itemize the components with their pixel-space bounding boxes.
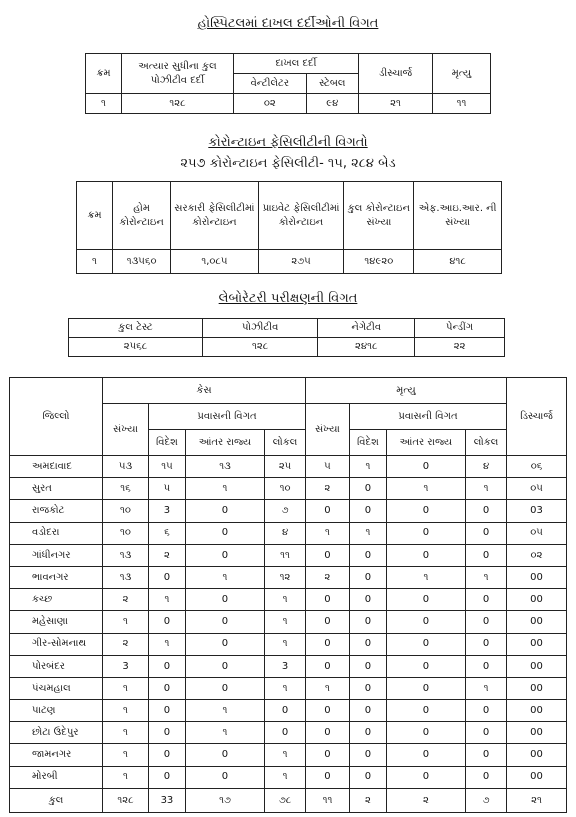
district-name-cell: ગાંધીનગર — [10, 544, 103, 566]
ventilator-header: વેન્ટીલેટર — [234, 74, 307, 94]
value-cell: ૧ — [265, 589, 306, 611]
value-cell: 0 — [185, 500, 264, 522]
value-cell: 3 — [149, 500, 186, 522]
death-header: મૃત્યુ — [433, 54, 491, 94]
table-row — [10, 522, 567, 544]
value-cell: ૧ — [149, 589, 186, 611]
value-cell: 00 — [507, 655, 567, 677]
value-cell: 0 — [349, 766, 386, 788]
value-cell: 0 — [149, 766, 186, 788]
value-cell: ૭ — [265, 500, 306, 522]
value-cell: 00 — [507, 722, 567, 744]
value-cell: 0 — [349, 655, 386, 677]
total-value-cell: ૭ — [466, 788, 507, 812]
value-cell: 0 — [349, 500, 386, 522]
value-cell: 0 — [349, 544, 386, 566]
table-row — [10, 589, 567, 611]
fir-header: એફ.આઇ.આર. ની સંખ્યા — [414, 182, 502, 250]
value-cell: 0 — [386, 655, 465, 677]
value-cell: 0 — [349, 566, 386, 588]
value-cell: ૧૩ — [185, 456, 264, 478]
district-name-cell: પોરબંદર — [10, 655, 103, 677]
value-cell: 0 — [149, 744, 186, 766]
total-value-cell: ૧૨૮ — [103, 788, 149, 812]
value-cell: ૦૫ — [507, 522, 567, 544]
district-name-cell: જામનગર — [10, 744, 103, 766]
total-row — [10, 788, 567, 812]
value-cell: 0 — [149, 700, 186, 722]
hospital-table — [85, 53, 491, 114]
value-cell: 0 — [149, 566, 186, 588]
total-value-cell: 33 — [149, 788, 186, 812]
value-cell: ૦૨ — [507, 544, 567, 566]
value-cell: 0 — [185, 611, 264, 633]
value-cell: 0 — [185, 744, 264, 766]
value-cell: ૧ — [305, 677, 349, 699]
value-cell: 0 — [349, 700, 386, 722]
hospital-sr: ૧ — [86, 94, 122, 114]
cases-foreign-header: વિદેશ — [149, 430, 186, 456]
value-cell: 0 — [185, 633, 264, 655]
table-row — [10, 744, 567, 766]
lab-positive-header: પોઝીટીવ — [203, 319, 318, 338]
q-private: ૨૭૫ — [258, 250, 344, 274]
value-cell: ૧૦ — [265, 478, 306, 500]
value-cell: ૧૬ — [103, 478, 149, 500]
value-cell: ૧૨ — [265, 566, 306, 588]
value-cell: 0 — [466, 522, 507, 544]
q-govt: ૧,૦૮૫ — [171, 250, 258, 274]
value-cell: ૧ — [349, 456, 386, 478]
private-header: પ્રાઇવેટ ફેસિલીટીમાં કોરોન્ટાઇન — [258, 182, 344, 250]
value-cell: 0 — [386, 456, 465, 478]
value-cell: 0 — [466, 544, 507, 566]
value-cell: ૧ — [466, 566, 507, 588]
value-cell: ૧ — [265, 744, 306, 766]
deaths-count-header: સંખ્યા — [305, 404, 349, 456]
table-row — [10, 478, 567, 500]
value-cell: 0 — [386, 744, 465, 766]
value-cell: 0 — [305, 700, 349, 722]
home-header: હોમ કોરોન્ટાઇન — [113, 182, 171, 250]
lab-table — [68, 318, 505, 357]
value-cell: ૦૫ — [507, 478, 567, 500]
lab-title: લેબોરેટરી પરીક્ષણની વિગત — [218, 291, 358, 306]
district-name-cell: છોટા ઉદેપુર — [10, 722, 103, 744]
value-cell: ૧ — [185, 566, 264, 588]
table-row — [10, 611, 567, 633]
district-name-cell: ભાવનગર — [10, 566, 103, 588]
value-cell: ૧૩ — [103, 566, 149, 588]
district-name-cell: વડોદરા — [10, 522, 103, 544]
value-cell: 00 — [507, 633, 567, 655]
value-cell: 0 — [386, 500, 465, 522]
value-cell: 0 — [386, 722, 465, 744]
value-cell: ૧ — [185, 478, 264, 500]
hospital-death: ૧૧ — [433, 94, 491, 114]
value-cell: ૧ — [466, 677, 507, 699]
value-cell: 0 — [349, 677, 386, 699]
hospital-ventilator: ૦૨ — [234, 94, 307, 114]
value-cell: 0 — [466, 611, 507, 633]
value-cell: ૨૫ — [265, 456, 306, 478]
discharge-header: ડીસ્ચાર્જ — [359, 54, 433, 94]
value-cell: ૧ — [466, 478, 507, 500]
value-cell: ૨ — [149, 544, 186, 566]
value-cell: 0 — [305, 589, 349, 611]
value-cell: ૧૦ — [103, 500, 149, 522]
q-home: ૧૩૫૬૦ — [113, 250, 171, 274]
value-cell: 0 — [386, 589, 465, 611]
district-header: જિલ્લો — [10, 378, 103, 456]
value-cell: 0 — [149, 677, 186, 699]
lab-negative-header: નેગેટીવ — [318, 319, 415, 338]
value-cell: 03 — [507, 500, 567, 522]
total-value-cell: ૨૧ — [507, 788, 567, 812]
cases-travel-header: પ્રવાસની વિગત — [149, 404, 306, 430]
value-cell: ૫૩ — [103, 456, 149, 478]
value-cell: 0 — [386, 611, 465, 633]
admitted-header: દાખલ દર્દી — [234, 54, 359, 74]
value-cell: 0 — [466, 655, 507, 677]
value-cell: 00 — [507, 700, 567, 722]
hospital-stable: ૯૪ — [306, 94, 358, 114]
value-cell: 0 — [349, 589, 386, 611]
value-cell: 0 — [149, 611, 186, 633]
value-cell: 0 — [466, 700, 507, 722]
value-cell: 00 — [507, 677, 567, 699]
district-name-cell: પંચમહાલ — [10, 677, 103, 699]
table-row — [10, 766, 567, 788]
quarantine-subtitle: ૨૫૭ કોરોન્ટાઇન ફેસિલીટી- ૧૫, ૨૮૪ બેડ — [180, 156, 396, 171]
value-cell: ૧ — [265, 766, 306, 788]
value-cell: ૧૦ — [103, 522, 149, 544]
value-cell: ૨ — [305, 566, 349, 588]
district-name-cell: ગીર-સોમનાથ — [10, 633, 103, 655]
value-cell: 0 — [386, 766, 465, 788]
d-discharge-header: ડિસ્ચાર્જ — [507, 378, 567, 456]
deaths-travel-header: પ્રવાસની વિગત — [349, 404, 506, 430]
total-value-cell: ૭૮ — [265, 788, 306, 812]
value-cell: ૧ — [185, 700, 264, 722]
total-label-cell: કુલ — [10, 788, 103, 812]
value-cell: 0 — [386, 522, 465, 544]
value-cell: ૨ — [103, 589, 149, 611]
cases-interstate-header: આંતર રાજ્ય — [185, 430, 264, 456]
district-name-cell: કચ્છ — [10, 589, 103, 611]
district-name-cell: સુરત — [10, 478, 103, 500]
value-cell: 0 — [305, 744, 349, 766]
value-cell: 0 — [149, 722, 186, 744]
value-cell: 0 — [185, 677, 264, 699]
value-cell: ૧ — [265, 611, 306, 633]
deaths-interstate-header: આંતર રાજ્ય — [386, 430, 465, 456]
value-cell: ૧ — [103, 700, 149, 722]
value-cell: 00 — [507, 611, 567, 633]
cases-count-header: સંખ્યા — [103, 404, 149, 456]
table-row — [10, 722, 567, 744]
value-cell: ૧ — [103, 722, 149, 744]
value-cell: 0 — [185, 655, 264, 677]
value-cell: 3 — [265, 655, 306, 677]
value-cell: 00 — [507, 566, 567, 588]
district-name-cell: રાજકોટ — [10, 500, 103, 522]
value-cell: 0 — [466, 500, 507, 522]
district-name-cell: અમદાવાદ — [10, 456, 103, 478]
table-row — [10, 566, 567, 588]
value-cell: 0 — [305, 633, 349, 655]
value-cell: 0 — [185, 522, 264, 544]
value-cell: 0 — [305, 655, 349, 677]
value-cell: 0 — [466, 766, 507, 788]
value-cell: 0 — [466, 633, 507, 655]
value-cell: 0 — [349, 744, 386, 766]
total-value-cell: ૧૭ — [185, 788, 264, 812]
value-cell: 0 — [349, 478, 386, 500]
value-cell: 0 — [386, 677, 465, 699]
table-row — [10, 544, 567, 566]
lab-pending: ૨૨ — [415, 338, 505, 357]
table-row — [10, 700, 567, 722]
value-cell: ૧ — [103, 611, 149, 633]
value-cell: 0 — [305, 544, 349, 566]
value-cell: ૧ — [185, 722, 264, 744]
lab-total: ૨૫૬૮ — [69, 338, 203, 357]
value-cell: 0 — [466, 589, 507, 611]
lab-total-header: કુલ ટેસ્ટ — [69, 319, 203, 338]
value-cell: 00 — [507, 589, 567, 611]
sr-header: ક્રમ — [86, 54, 122, 94]
value-cell: ૧ — [103, 766, 149, 788]
quarantine-title: કોરોન્ટાઇન ફેસિલીટીની વિગતો — [208, 135, 368, 150]
stable-header: સ્ટેબલ — [306, 74, 358, 94]
total-value-cell: ૨ — [349, 788, 386, 812]
value-cell: ૬ — [149, 522, 186, 544]
hospital-cumulative: ૧૨૮ — [122, 94, 234, 114]
value-cell: ૧ — [149, 633, 186, 655]
value-cell: 0 — [149, 655, 186, 677]
value-cell: ૪ — [466, 456, 507, 478]
value-cell: ૧૫ — [149, 456, 186, 478]
value-cell: 0 — [349, 722, 386, 744]
table-row — [10, 677, 567, 699]
govt-header: સરકારી ફેસિલીટીમાં કોરોન્ટાઇન — [171, 182, 258, 250]
value-cell: 0 — [305, 766, 349, 788]
q-sr-header: ક્રમ — [77, 182, 113, 250]
value-cell: ૨ — [103, 633, 149, 655]
value-cell: 0 — [305, 500, 349, 522]
cumulative-header: અત્યાર સુધીના કુલ પોઝીટીવ દર્દી — [122, 54, 234, 94]
q-total-header: કુલ કોરોન્ટાઇન સંખ્યા — [344, 182, 414, 250]
value-cell: 0 — [185, 766, 264, 788]
deaths-header: મૃત્યુ — [305, 378, 506, 404]
value-cell: ૦૬ — [507, 456, 567, 478]
table-row — [10, 500, 567, 522]
q-sr: ૧ — [77, 250, 113, 274]
value-cell: 0 — [466, 744, 507, 766]
value-cell: 0 — [386, 633, 465, 655]
total-value-cell: ૨ — [386, 788, 465, 812]
value-cell: ૪ — [265, 522, 306, 544]
value-cell: ૧ — [386, 478, 465, 500]
value-cell: 0 — [466, 722, 507, 744]
value-cell: ૧ — [265, 633, 306, 655]
value-cell: ૧ — [103, 744, 149, 766]
hospital-title: હોસ્પિટલમાં દાખલ દર્દીઓની વિગત — [197, 16, 379, 31]
table-row — [10, 655, 567, 677]
cases-header: કેસ — [103, 378, 306, 404]
value-cell: 0 — [386, 700, 465, 722]
value-cell: 00 — [507, 744, 567, 766]
value-cell: ૧ — [305, 522, 349, 544]
quarantine-table — [76, 181, 502, 274]
value-cell: ૧ — [386, 566, 465, 588]
value-cell: 0 — [386, 544, 465, 566]
value-cell: ૧ — [265, 677, 306, 699]
lab-pending-header: પેન્ડીંગ — [415, 319, 505, 338]
hospital-discharge: ૨૧ — [359, 94, 433, 114]
cases-local-header: લોકલ — [265, 430, 306, 456]
deaths-foreign-header: વિદેશ — [349, 430, 386, 456]
value-cell: 0 — [185, 544, 264, 566]
value-cell: 0 — [265, 722, 306, 744]
value-cell: 0 — [305, 722, 349, 744]
district-name-cell: મોરબી — [10, 766, 103, 788]
district-table — [9, 377, 567, 813]
value-cell: 00 — [507, 766, 567, 788]
value-cell: 0 — [265, 700, 306, 722]
value-cell: ૨ — [305, 478, 349, 500]
value-cell: 3 — [103, 655, 149, 677]
value-cell: 0 — [349, 611, 386, 633]
value-cell: 0 — [185, 589, 264, 611]
value-cell: ૫ — [305, 456, 349, 478]
value-cell: ૧૩ — [103, 544, 149, 566]
value-cell: ૧૧ — [265, 544, 306, 566]
value-cell: 0 — [305, 611, 349, 633]
q-fir: ૪૧૮ — [414, 250, 502, 274]
value-cell: ૧ — [349, 522, 386, 544]
value-cell: ૫ — [149, 478, 186, 500]
table-row — [10, 633, 567, 655]
value-cell: 0 — [349, 633, 386, 655]
district-name-cell: મહેસાણા — [10, 611, 103, 633]
lab-positive: ૧૨૮ — [203, 338, 318, 357]
lab-negative: ૨૪૧૮ — [318, 338, 415, 357]
total-value-cell: ૧૧ — [305, 788, 349, 812]
value-cell: ૧ — [103, 677, 149, 699]
district-name-cell: પાટણ — [10, 700, 103, 722]
table-row — [10, 456, 567, 478]
q-total: ૧૪૯૨૦ — [344, 250, 414, 274]
deaths-local-header: લોકલ — [466, 430, 507, 456]
